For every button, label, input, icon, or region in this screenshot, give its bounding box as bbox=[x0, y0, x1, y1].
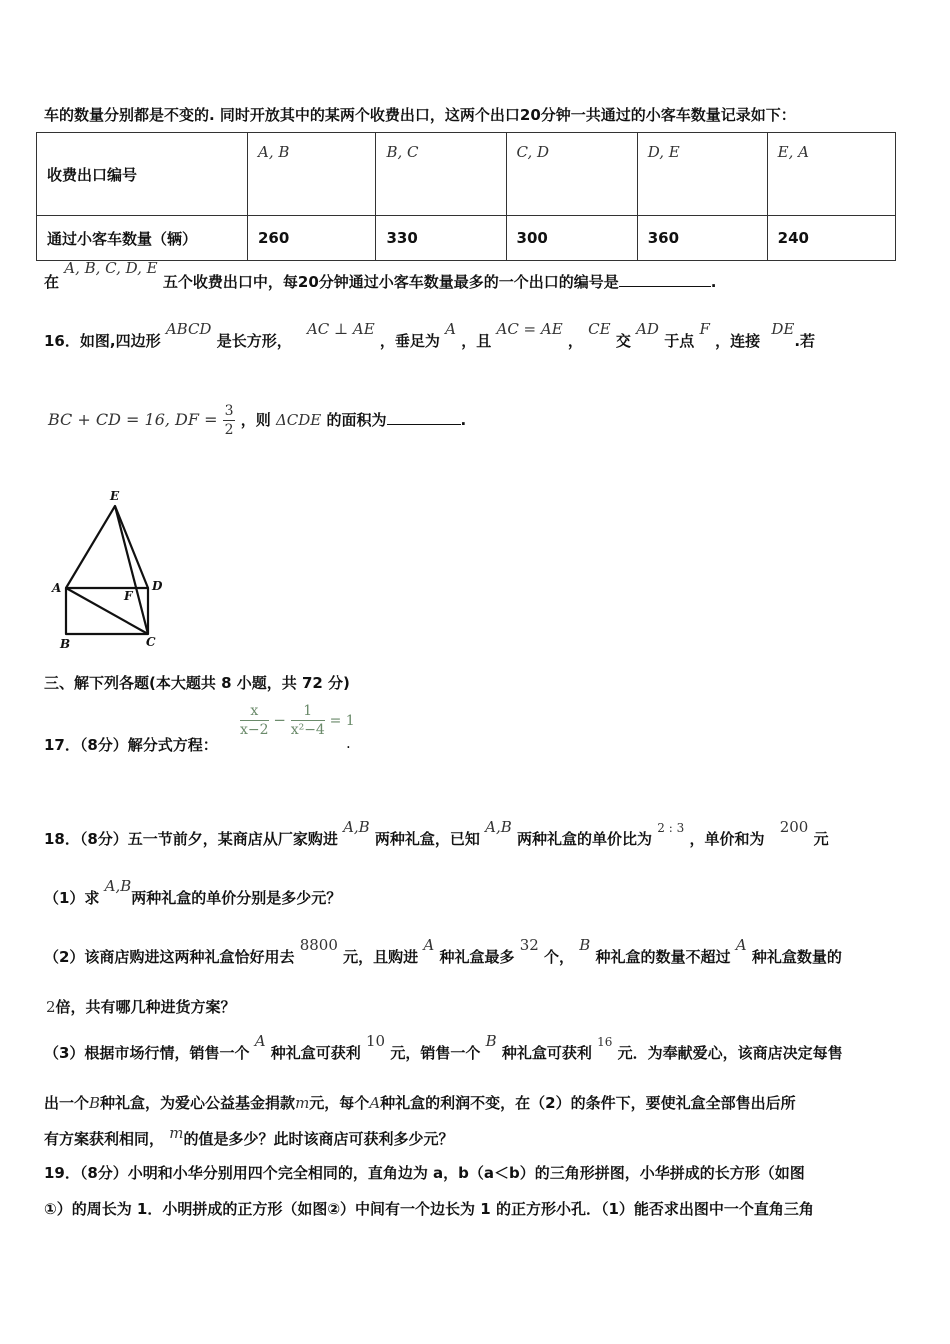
q18-text: 倍，共有哪几种进货方案？ bbox=[55, 998, 236, 1016]
q16-text: ， bbox=[567, 332, 583, 350]
q18-math: A bbox=[369, 1094, 381, 1112]
table-header-cell: E, A bbox=[767, 133, 895, 216]
q18-text: 种礼盒，为爱心公益基金捐款 bbox=[100, 1094, 296, 1112]
label-a: A bbox=[52, 581, 62, 595]
answer-blank[interactable] bbox=[387, 410, 461, 425]
q19-line2: ①）的周长为 1．小明拼成的正方形（如图②）中间有一个边长为 1 的正方形小孔．（1）能否求出图中一个直角三角 bbox=[44, 1200, 814, 1218]
table-row2-label: 通过小客车数量（辆） bbox=[37, 216, 248, 261]
intro-line: 车的数量分别都是不变的. 同时开放其中的某两个收费出口，这两个出口20分钟一共通过的小客车数量记录如下： bbox=[44, 106, 796, 124]
q16-end: . bbox=[460, 411, 467, 429]
q18-math: A,B bbox=[343, 818, 370, 836]
fraction-denominator: 2 bbox=[224, 422, 234, 438]
q18-text: 种礼盒最多 bbox=[439, 948, 515, 966]
q16-text: ，且 bbox=[461, 332, 492, 350]
q18-math: B bbox=[89, 1094, 101, 1112]
q18-math: A bbox=[254, 1032, 266, 1050]
fraction-numerator: 1 bbox=[291, 704, 325, 721]
q16-math: A bbox=[445, 320, 456, 338]
q18-part3-line3 bbox=[44, 1124, 454, 1149]
q16-math: AC ⊥ AE bbox=[306, 320, 375, 338]
q15-post: 五个收费出口中，每20分钟通过小客车数量最多的一个出口的编号是 bbox=[162, 273, 619, 291]
q18-math: A,B bbox=[485, 818, 512, 836]
toll-exit-table bbox=[36, 132, 896, 261]
q15-pre: 在 bbox=[44, 273, 60, 291]
q16-text: ，则 bbox=[240, 411, 271, 429]
q18-text: 元，且购进 bbox=[343, 948, 419, 966]
q18-text: 两种礼盒的单价分别是多少元？ bbox=[131, 889, 342, 907]
table-header-cell: A, B bbox=[248, 133, 376, 216]
q16-text: .若 bbox=[794, 332, 816, 350]
equation-rhs: = 1 bbox=[329, 713, 355, 729]
table-value-row bbox=[37, 216, 896, 261]
label-e: E bbox=[110, 489, 120, 503]
q18-part2-line2 bbox=[46, 996, 236, 1017]
table-header-row bbox=[37, 133, 896, 216]
q15-end: . bbox=[710, 273, 717, 291]
table-value-cell: 330 bbox=[376, 216, 506, 261]
q16-number: 16．如图,四边形 bbox=[44, 332, 161, 350]
q16-math: DE bbox=[771, 320, 795, 338]
q16-math: AC = AE bbox=[496, 320, 563, 338]
q18-text: 种礼盒数量的 bbox=[751, 948, 842, 966]
triangle-ade-sides bbox=[66, 506, 148, 588]
q16-triangle-math: ΔCDE bbox=[275, 411, 322, 429]
q18-text: 元，销售一个 bbox=[390, 1044, 481, 1062]
fraction-denominator: x²−4 bbox=[290, 722, 325, 738]
q18-text: 出一个 bbox=[44, 1094, 90, 1112]
q18-math: 32 bbox=[519, 936, 539, 954]
q18-math: m bbox=[169, 1124, 184, 1142]
q16-text: 的面积为 bbox=[326, 411, 387, 429]
q17-end: . bbox=[346, 734, 351, 752]
q16-text: ，垂足为 bbox=[379, 332, 440, 350]
q18-math: A,B bbox=[104, 877, 132, 895]
table-row1-label: 收费出口编号 bbox=[37, 133, 248, 216]
q18-text: ，单价和为 bbox=[689, 830, 765, 848]
q17-text: 17．（8分）解分式方程： bbox=[44, 736, 218, 754]
label-f: F bbox=[124, 589, 133, 603]
q18-math: 16 bbox=[597, 1035, 613, 1049]
q16-math: ABCD bbox=[165, 320, 212, 338]
fraction-3-over-2 bbox=[223, 404, 236, 437]
q18-line1 bbox=[44, 818, 829, 849]
q18-text: （2）该商店购进这两种礼盒恰好用去 bbox=[44, 948, 295, 966]
q16-math: F bbox=[699, 320, 710, 338]
fraction-denominator: x−2 bbox=[240, 722, 269, 738]
fraction-numerator: x bbox=[240, 704, 269, 721]
q16-text: 交 bbox=[615, 332, 631, 350]
label-c: C bbox=[146, 635, 156, 649]
q18-text: 种礼盒的数量不超过 bbox=[595, 948, 731, 966]
q16-text: ，连接 bbox=[715, 332, 761, 350]
q18-math: A bbox=[735, 936, 747, 954]
q18-math: B bbox=[579, 936, 591, 954]
fraction-x-over-x-minus-2 bbox=[240, 704, 269, 737]
q18-text: 种礼盒的利润不变，在（2）的条件下，要使礼盒全部售出后所 bbox=[380, 1094, 796, 1112]
q18-math: B bbox=[485, 1032, 497, 1050]
label-d: D bbox=[152, 579, 163, 593]
q18-math: 2 bbox=[46, 998, 56, 1016]
q18-text: 元，每个 bbox=[309, 1094, 370, 1112]
table-header-cell: B, C bbox=[376, 133, 506, 216]
q16-line1 bbox=[44, 320, 816, 351]
q15-math: A, B, C, D, E bbox=[64, 259, 158, 277]
table-header-cell: C, D bbox=[506, 133, 637, 216]
label-b: B bbox=[60, 637, 71, 651]
q18-text: 种礼盒可获利 bbox=[501, 1044, 592, 1062]
q17-label bbox=[44, 734, 218, 755]
q16-math: CE bbox=[588, 320, 611, 338]
q19-line1: 19．（8分）小明和小华分别用四个完全相同的，直角边为 a，b（a＜b）的三角形拼图，小华拼成的长方形（如图 bbox=[44, 1164, 805, 1182]
fraction-numerator: 3 bbox=[224, 403, 234, 419]
q16-text: 是长方形， bbox=[216, 332, 292, 350]
rectangle-triangle-figure bbox=[40, 486, 180, 654]
table-value-cell: 240 bbox=[767, 216, 895, 261]
q18-text: 个， bbox=[544, 948, 575, 966]
minus-sign: − bbox=[273, 711, 286, 729]
q18-text: 两种礼盒的单价比为 bbox=[517, 830, 653, 848]
q18-math: 200 bbox=[779, 818, 809, 836]
q18-text: 种礼盒可获利 bbox=[270, 1044, 361, 1062]
table-value-cell: 360 bbox=[637, 216, 767, 261]
q18-part2 bbox=[44, 936, 842, 967]
section-heading: 三、解下列各题(本大题共 8 小题，共 72 分) bbox=[44, 674, 350, 692]
q17-equation bbox=[240, 704, 355, 737]
table-header-cell: D, E bbox=[637, 133, 767, 216]
q18-text: 两种礼盒，已知 bbox=[374, 830, 480, 848]
q18-text: 的值是多少？此时该商店可获利多少元？ bbox=[183, 1130, 454, 1148]
q18-part3-line2 bbox=[44, 1092, 796, 1113]
table-value-cell: 300 bbox=[506, 216, 637, 261]
q18-part3 bbox=[44, 1032, 843, 1063]
q16-text: 于点 bbox=[664, 332, 695, 350]
fraction-1-over-x2-minus-4 bbox=[291, 704, 325, 737]
q16-line2 bbox=[48, 404, 466, 437]
q16-condition-math: BC + CD = 16, DF = bbox=[48, 410, 223, 429]
q18-math: 10 bbox=[366, 1032, 386, 1050]
q18-math: A bbox=[423, 936, 435, 954]
q18-math: 8800 bbox=[299, 936, 338, 954]
q18-text: （3）根据市场行情，销售一个 bbox=[44, 1044, 250, 1062]
segment-ac bbox=[66, 588, 148, 634]
q18-math: m bbox=[295, 1094, 310, 1112]
q18-ratio: 2 : 3 bbox=[657, 821, 685, 835]
q18-text: （1）求 bbox=[44, 889, 100, 907]
q18-text: 元．为奉献爱心，该商店决定每售 bbox=[617, 1044, 843, 1062]
q18-part1 bbox=[44, 877, 342, 908]
table-value-cell: 260 bbox=[248, 216, 376, 261]
segment-ce bbox=[115, 506, 148, 634]
q18-text: 元 bbox=[813, 830, 829, 848]
q16-math: AD bbox=[636, 320, 659, 338]
q18-text: 18．（8分）五一节前夕，某商店从厂家购进 bbox=[44, 830, 338, 848]
q15-question bbox=[44, 259, 717, 292]
q18-text: 有方案获利相同， bbox=[44, 1130, 165, 1148]
answer-blank[interactable] bbox=[619, 272, 711, 287]
